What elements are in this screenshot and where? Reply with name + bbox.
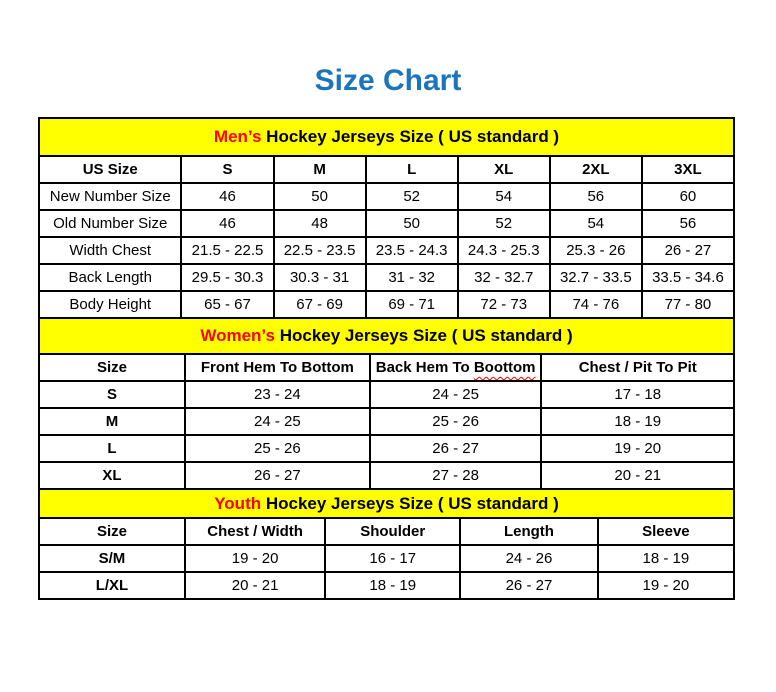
size-value-cell: 54 [458, 183, 550, 210]
table-row [39, 237, 734, 264]
column-header: Chest / Pit To Pit [541, 354, 734, 381]
row-label: S [39, 381, 185, 408]
size-value-cell: 19 - 20 [185, 545, 325, 572]
size-value-cell: 24 - 26 [460, 545, 598, 572]
size-value-cell: 60 [642, 183, 734, 210]
size-value-cell: 18 - 19 [598, 545, 734, 572]
column-header: 3XL [642, 156, 734, 183]
size-value-cell: 33.5 - 34.6 [642, 264, 734, 291]
row-label: L/XL [39, 572, 185, 599]
column-header: M [274, 156, 366, 183]
size-value-cell: 65 - 67 [181, 291, 273, 318]
column-header: Front Hem To Bottom [185, 354, 370, 381]
size-value-cell: 25 - 26 [185, 435, 370, 462]
size-value-cell: 17 - 18 [541, 381, 734, 408]
youth-size-table [38, 488, 735, 600]
column-header: 2XL [550, 156, 642, 183]
mens-header-row [39, 156, 734, 183]
size-value-cell: 29.5 - 30.3 [181, 264, 273, 291]
mens-size-table [38, 117, 735, 319]
size-value-cell: 18 - 19 [325, 572, 460, 599]
table-row [39, 183, 734, 210]
size-value-cell: 31 - 32 [366, 264, 458, 291]
misspelled-word: Boottom [473, 359, 536, 376]
column-header: Chest / Width [185, 518, 325, 545]
column-header-text: Back Hem To [375, 359, 474, 376]
size-value-cell: 25 - 26 [370, 408, 542, 435]
column-header [370, 354, 542, 381]
size-value-cell: 52 [458, 210, 550, 237]
size-value-cell: 23 - 24 [185, 381, 370, 408]
womens-header-row [39, 354, 734, 381]
table-row [39, 435, 734, 462]
table-row [39, 545, 734, 572]
size-value-cell: 56 [642, 210, 734, 237]
table-row [39, 572, 734, 599]
column-header: Shoulder [325, 518, 460, 545]
womens-title-accent: Women’s [200, 326, 275, 345]
size-value-cell: 30.3 - 31 [274, 264, 366, 291]
size-value-cell: 21.5 - 22.5 [181, 237, 273, 264]
column-header: XL [458, 156, 550, 183]
row-label: S/M [39, 545, 185, 572]
youth-header-row [39, 518, 734, 545]
size-value-cell: 56 [550, 183, 642, 210]
table-row [39, 264, 734, 291]
size-value-cell: 46 [181, 183, 273, 210]
size-value-cell: 16 - 17 [325, 545, 460, 572]
size-value-cell: 26 - 27 [642, 237, 734, 264]
size-value-cell: 77 - 80 [642, 291, 734, 318]
youth-title-rest: Hockey Jerseys Size ( US standard ) [261, 493, 559, 513]
mens-section-title [39, 118, 734, 156]
size-value-cell: 27 - 28 [370, 462, 542, 489]
size-value-cell: 26 - 27 [460, 572, 598, 599]
size-value-cell: 23.5 - 24.3 [366, 237, 458, 264]
size-value-cell: 24 - 25 [185, 408, 370, 435]
size-value-cell: 26 - 27 [185, 462, 370, 489]
size-value-cell: 54 [550, 210, 642, 237]
youth-section-band [39, 489, 734, 518]
row-label: Width Chest [39, 237, 181, 264]
table-row [39, 381, 734, 408]
row-label: Old Number Size [39, 210, 181, 237]
womens-title-rest: Hockey Jerseys Size ( US standard ) [274, 326, 573, 345]
size-chart [38, 117, 735, 600]
row-label: M [39, 408, 185, 435]
size-value-cell: 20 - 21 [541, 462, 734, 489]
column-header: Length [460, 518, 598, 545]
column-header: L [366, 156, 458, 183]
size-value-cell: 24.3 - 25.3 [458, 237, 550, 264]
size-value-cell: 69 - 71 [366, 291, 458, 318]
table-row [39, 462, 734, 489]
size-value-cell: 19 - 20 [598, 572, 734, 599]
mens-section-band [39, 118, 734, 156]
youth-title-accent: Youth [214, 493, 262, 513]
size-value-cell: 32.7 - 33.5 [550, 264, 642, 291]
column-header: Size [39, 354, 185, 381]
row-label: New Number Size [39, 183, 181, 210]
size-value-cell: 32 - 32.7 [458, 264, 550, 291]
size-value-cell: 25.3 - 26 [550, 237, 642, 264]
row-label: L [39, 435, 185, 462]
table-row [39, 408, 734, 435]
size-value-cell: 18 - 19 [541, 408, 734, 435]
row-label: Body Height [39, 291, 181, 318]
column-header: Size [39, 518, 185, 545]
size-value-cell: 19 - 20 [541, 435, 734, 462]
size-value-cell: 48 [274, 210, 366, 237]
size-value-cell: 74 - 76 [550, 291, 642, 318]
youth-section-title [39, 489, 734, 518]
size-value-cell: 72 - 73 [458, 291, 550, 318]
column-header: US Size [39, 156, 181, 183]
size-value-cell: 50 [274, 183, 366, 210]
womens-size-table [38, 317, 735, 490]
page-title: Size Chart [314, 64, 462, 97]
column-header: S [181, 156, 273, 183]
size-value-cell: 52 [366, 183, 458, 210]
row-label: XL [39, 462, 185, 489]
size-value-cell: 24 - 25 [370, 381, 542, 408]
row-label: Back Length [39, 264, 181, 291]
womens-section-band [39, 318, 734, 354]
mens-title-rest: Hockey Jerseys Size ( US standard ) [261, 127, 560, 146]
size-value-cell: 22.5 - 23.5 [274, 237, 366, 264]
size-value-cell: 20 - 21 [185, 572, 325, 599]
size-value-cell: 67 - 69 [274, 291, 366, 318]
mens-title-accent: Men’s [213, 127, 262, 146]
table-row [39, 210, 734, 237]
size-value-cell: 46 [181, 210, 273, 237]
size-value-cell: 26 - 27 [370, 435, 542, 462]
womens-section-title [39, 318, 734, 354]
column-header: Sleeve [598, 518, 734, 545]
size-value-cell: 50 [366, 210, 458, 237]
table-row [39, 291, 734, 318]
